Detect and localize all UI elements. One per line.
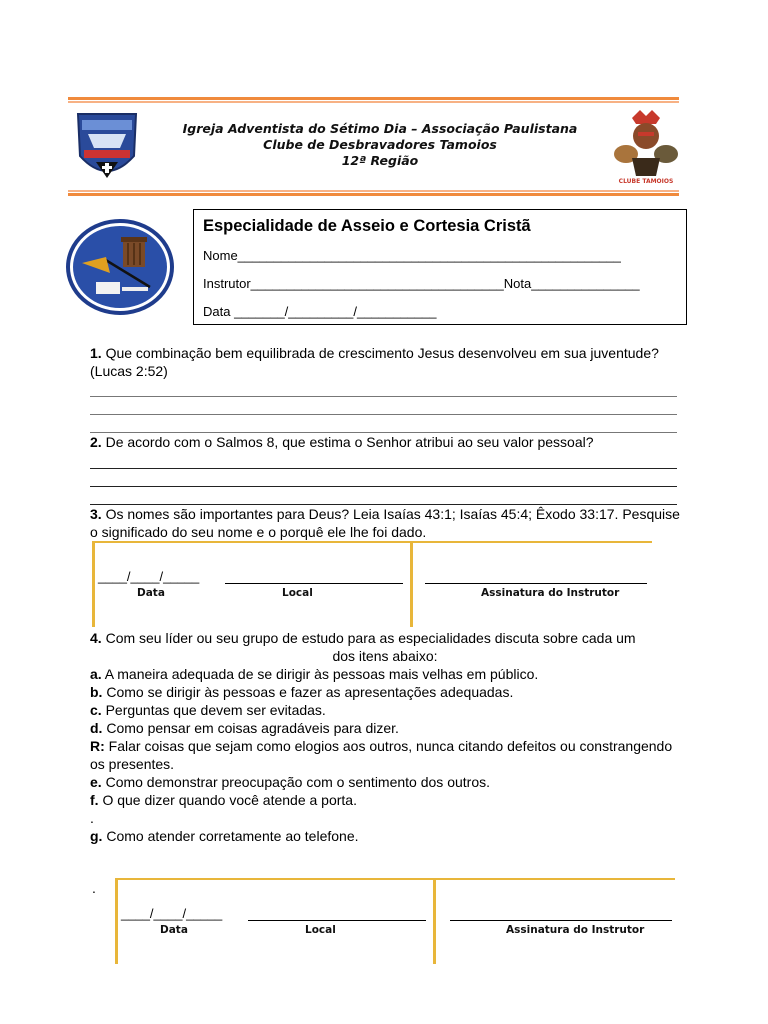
header-line-2: Clube de Desbravadores Tamoios [263, 137, 497, 152]
item-text: Como demonstrar preocupação com o sentimento dos outros. [101, 774, 490, 790]
answer-line[interactable] [90, 504, 677, 505]
header-line-3: 12ª Região [341, 153, 419, 168]
item-text: . [90, 810, 94, 826]
signature-date-field[interactable]: ____/____/_____ [98, 569, 200, 584]
item-text: Como se dirigir às pessoas e fazer as apresentações adequadas. [102, 684, 514, 700]
signature-local-label: Local [305, 924, 336, 936]
item-text: O que dizer quando você atende a porta. [98, 792, 357, 808]
answer-line[interactable] [90, 486, 677, 487]
header-line-1: Igreja Adventista do Sétimo Dia – Associação Paulistana [182, 121, 578, 136]
header-top-rule-thin [68, 101, 679, 103]
question-3-text: Os nomes são importantes para Deus? Leia Isaías 43:1; Isaías 45:4; Êxodo 33:17. Pesquise o significado do seu nome e o porquê ele lhe foi dado. [90, 506, 680, 540]
signature-local-line[interactable] [248, 920, 426, 921]
frame-left [115, 878, 118, 964]
header-bottom-rule [68, 193, 679, 196]
answer-line[interactable] [90, 396, 677, 397]
question-1 [90, 345, 680, 380]
item-text: Perguntas que devem ser evitadas. [101, 702, 326, 718]
answer-line[interactable] [90, 432, 677, 433]
question-2 [90, 434, 680, 452]
question-4 [90, 630, 680, 648]
question-1-text: Que combinação bem equilibrada de crescimento Jesus desenvolveu em sua juventude? (Lucas 2:52) [90, 345, 659, 379]
item-text: A maneira adequada de se dirigir às pessoas mais velhas em público. [101, 666, 539, 682]
list-item [90, 684, 680, 702]
question-4-continuation: dos itens abaixo: [332, 648, 438, 664]
stray-dot: . [92, 880, 96, 896]
question-2-text: De acordo com o Salmos 8, que estima o Senhor atribui ao seu valor pessoal? [101, 434, 594, 450]
item-letter: g. [90, 828, 103, 844]
question-3-number: 3. [90, 506, 102, 522]
question-2-number: 2. [90, 434, 102, 450]
item-text: Como pensar em coisas agradáveis para dizer. [102, 720, 399, 736]
list-item [90, 792, 680, 810]
identification-box [193, 209, 687, 325]
signature-instructor-line[interactable] [450, 920, 672, 921]
frame-top [92, 541, 652, 543]
list-item [90, 702, 680, 720]
signature-date-label: Data [160, 924, 188, 936]
signature-local-label: Local [282, 587, 313, 599]
item-text: Como atender corretamente ao telefone. [102, 828, 359, 844]
item-text: Falar coisas que sejam como elogios aos outros, nunca citando defeitos ou constrangendo os presentes. [90, 738, 673, 772]
club-tamoios-logo [612, 108, 680, 188]
question-3 [90, 506, 680, 541]
header-bottom-rule-thin [68, 190, 679, 192]
item-letter: b. [90, 684, 103, 700]
instructor-grade-field[interactable]: Instrutor___________________________________Nota_______________ [203, 276, 640, 291]
list-item [90, 810, 680, 828]
question-4-number: 4. [90, 630, 102, 646]
item-letter: c. [90, 702, 102, 718]
item-letter: d. [90, 720, 103, 736]
item-letter: f. [90, 792, 99, 808]
question-4-text-a: Com seu líder ou seu grupo de estudo para as especialidades discuta sobre cada um [101, 630, 636, 646]
frame-divider [433, 878, 436, 964]
signature-date-field[interactable]: ____/____/_____ [121, 906, 223, 921]
frame-divider [410, 541, 413, 627]
signature-date-label: Data [137, 587, 165, 599]
signature-block-2 [115, 878, 675, 964]
signature-block-1 [92, 541, 652, 627]
name-field[interactable]: Nome_____________________________________________________ [203, 248, 621, 263]
list-item [90, 666, 680, 684]
signature-instructor-label: Assinatura do Instrutor [481, 587, 620, 599]
header-top-rule [68, 97, 679, 100]
specialty-badge-icon [66, 219, 174, 315]
item-letter: a. [90, 666, 102, 682]
list-item [90, 720, 680, 738]
signature-instructor-line[interactable] [425, 583, 647, 584]
frame-left [92, 541, 95, 627]
signature-instructor-label: Assinatura do Instrutor [506, 924, 645, 936]
date-field[interactable]: Data _______/_________/___________ [203, 304, 437, 319]
club-shield-logo [70, 108, 144, 186]
club-tamoios-caption: CLUBE TAMOIOS [618, 178, 674, 185]
list-item-answer [90, 738, 680, 773]
list-item [90, 828, 680, 846]
question-1-number: 1. [90, 345, 102, 361]
item-letter: R: [90, 738, 105, 754]
item-letter: e. [90, 774, 102, 790]
answer-line[interactable] [90, 468, 677, 469]
answer-line[interactable] [90, 414, 677, 415]
frame-top [115, 878, 675, 880]
list-item [90, 774, 680, 792]
specialty-title: Especialidade de Asseio e Cortesia Cristã [203, 217, 531, 235]
signature-local-line[interactable] [225, 583, 403, 584]
